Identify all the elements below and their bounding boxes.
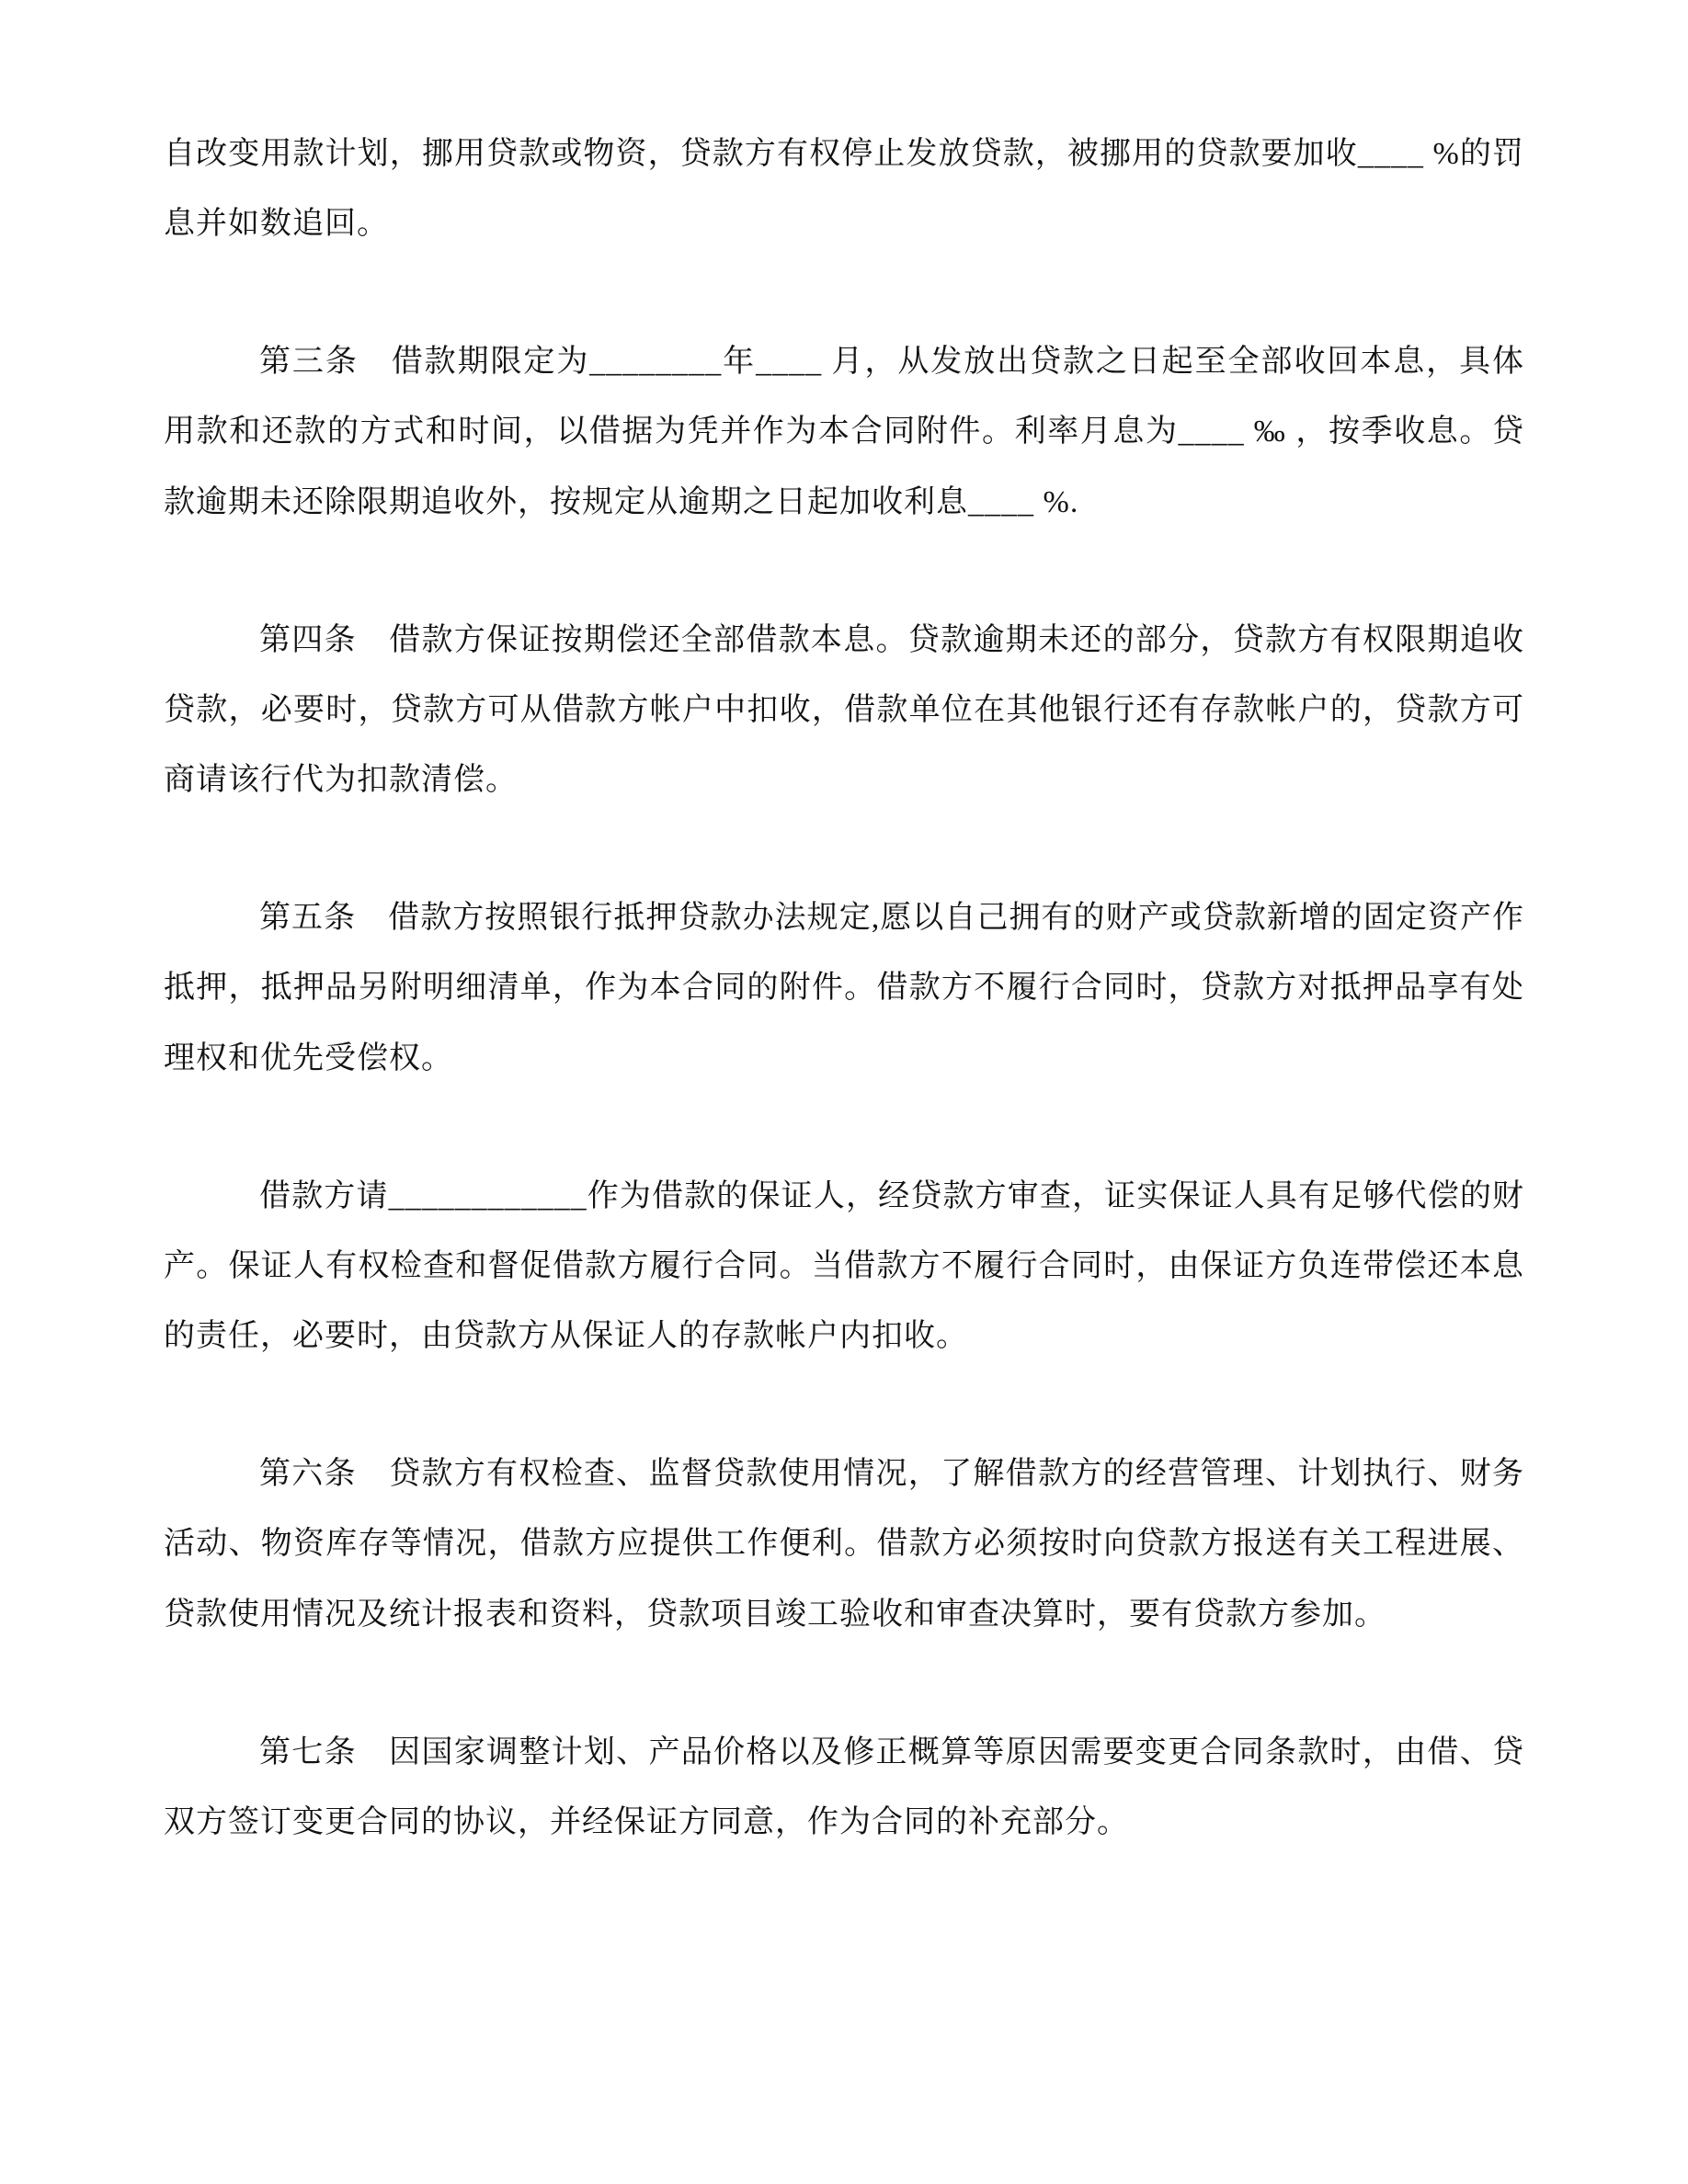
paragraph-clause-5: 第五条 借款方按照银行抵押贷款办法规定,愿以自己拥有的财产或贷款新增的固定资产作抵押，抵押品另附明细清单，作为本合同的附件。借款方不履行合同时，贷款方对抵押品享有处理权和优先受偿权。 — [164, 901, 1524, 1075]
paragraph-clause-6: 第六条 贷款方有权检查、监督贷款使用情况，了解借款方的经营管理、计划执行、财务活动、物资库存等情况，借款方应提供工作便利。借款方必须按时向贷款方报送有关工程进展、贷款使用情况及统计报表和资料，贷款项目竣工验收和审查决算时，要有贷款方参加。 — [164, 1457, 1524, 1632]
paragraph-guarantor: 借款方请____________作为借款的保证人，经贷款方审查，证实保证人具有足够代偿的财产。保证人有权检查和督促借款方履行合同。当借款方不履行合同时，由保证方负连带偿还本息的责任，必要时，由贷款方从保证人的存款帐户内扣收。 — [164, 1178, 1524, 1354]
paragraph-clause-4: 第四条 借款方保证按期偿还全部借款本息。贷款逾期未还的部分，贷款方有权限期追收贷款，必要时，贷款方可从借款方帐户中扣收，借款单位在其他银行还有存款帐户的，贷款方可商请该行代为扣款清偿。 — [164, 622, 1524, 798]
paragraph-clause-7: 第七条 因国家调整计划、产品价格以及修正概算等原因需要变更合同条款时，由借、贷双方签订变更合同的协议，并经保证方同意，作为合同的补充部分。 — [164, 1735, 1524, 1839]
paragraph-clause-continuation: 自改变用款计划，挪用贷款或物资，贷款方有权停止发放贷款，被挪用的贷款要加收____ %的罚息并如数追回。 — [164, 137, 1524, 242]
paragraph-clause-3: 第三条 借款期限定为________年____ 月，从发放出贷款之日起至全部收回本息，具体用款和还款的方式和时间，以借据为凭并作为本合同附件。利率月息为____ ‰ ，按季收息。贷款逾期未还除限期追收外，按规定从逾期之日起加收利息____ %. — [164, 345, 1524, 519]
